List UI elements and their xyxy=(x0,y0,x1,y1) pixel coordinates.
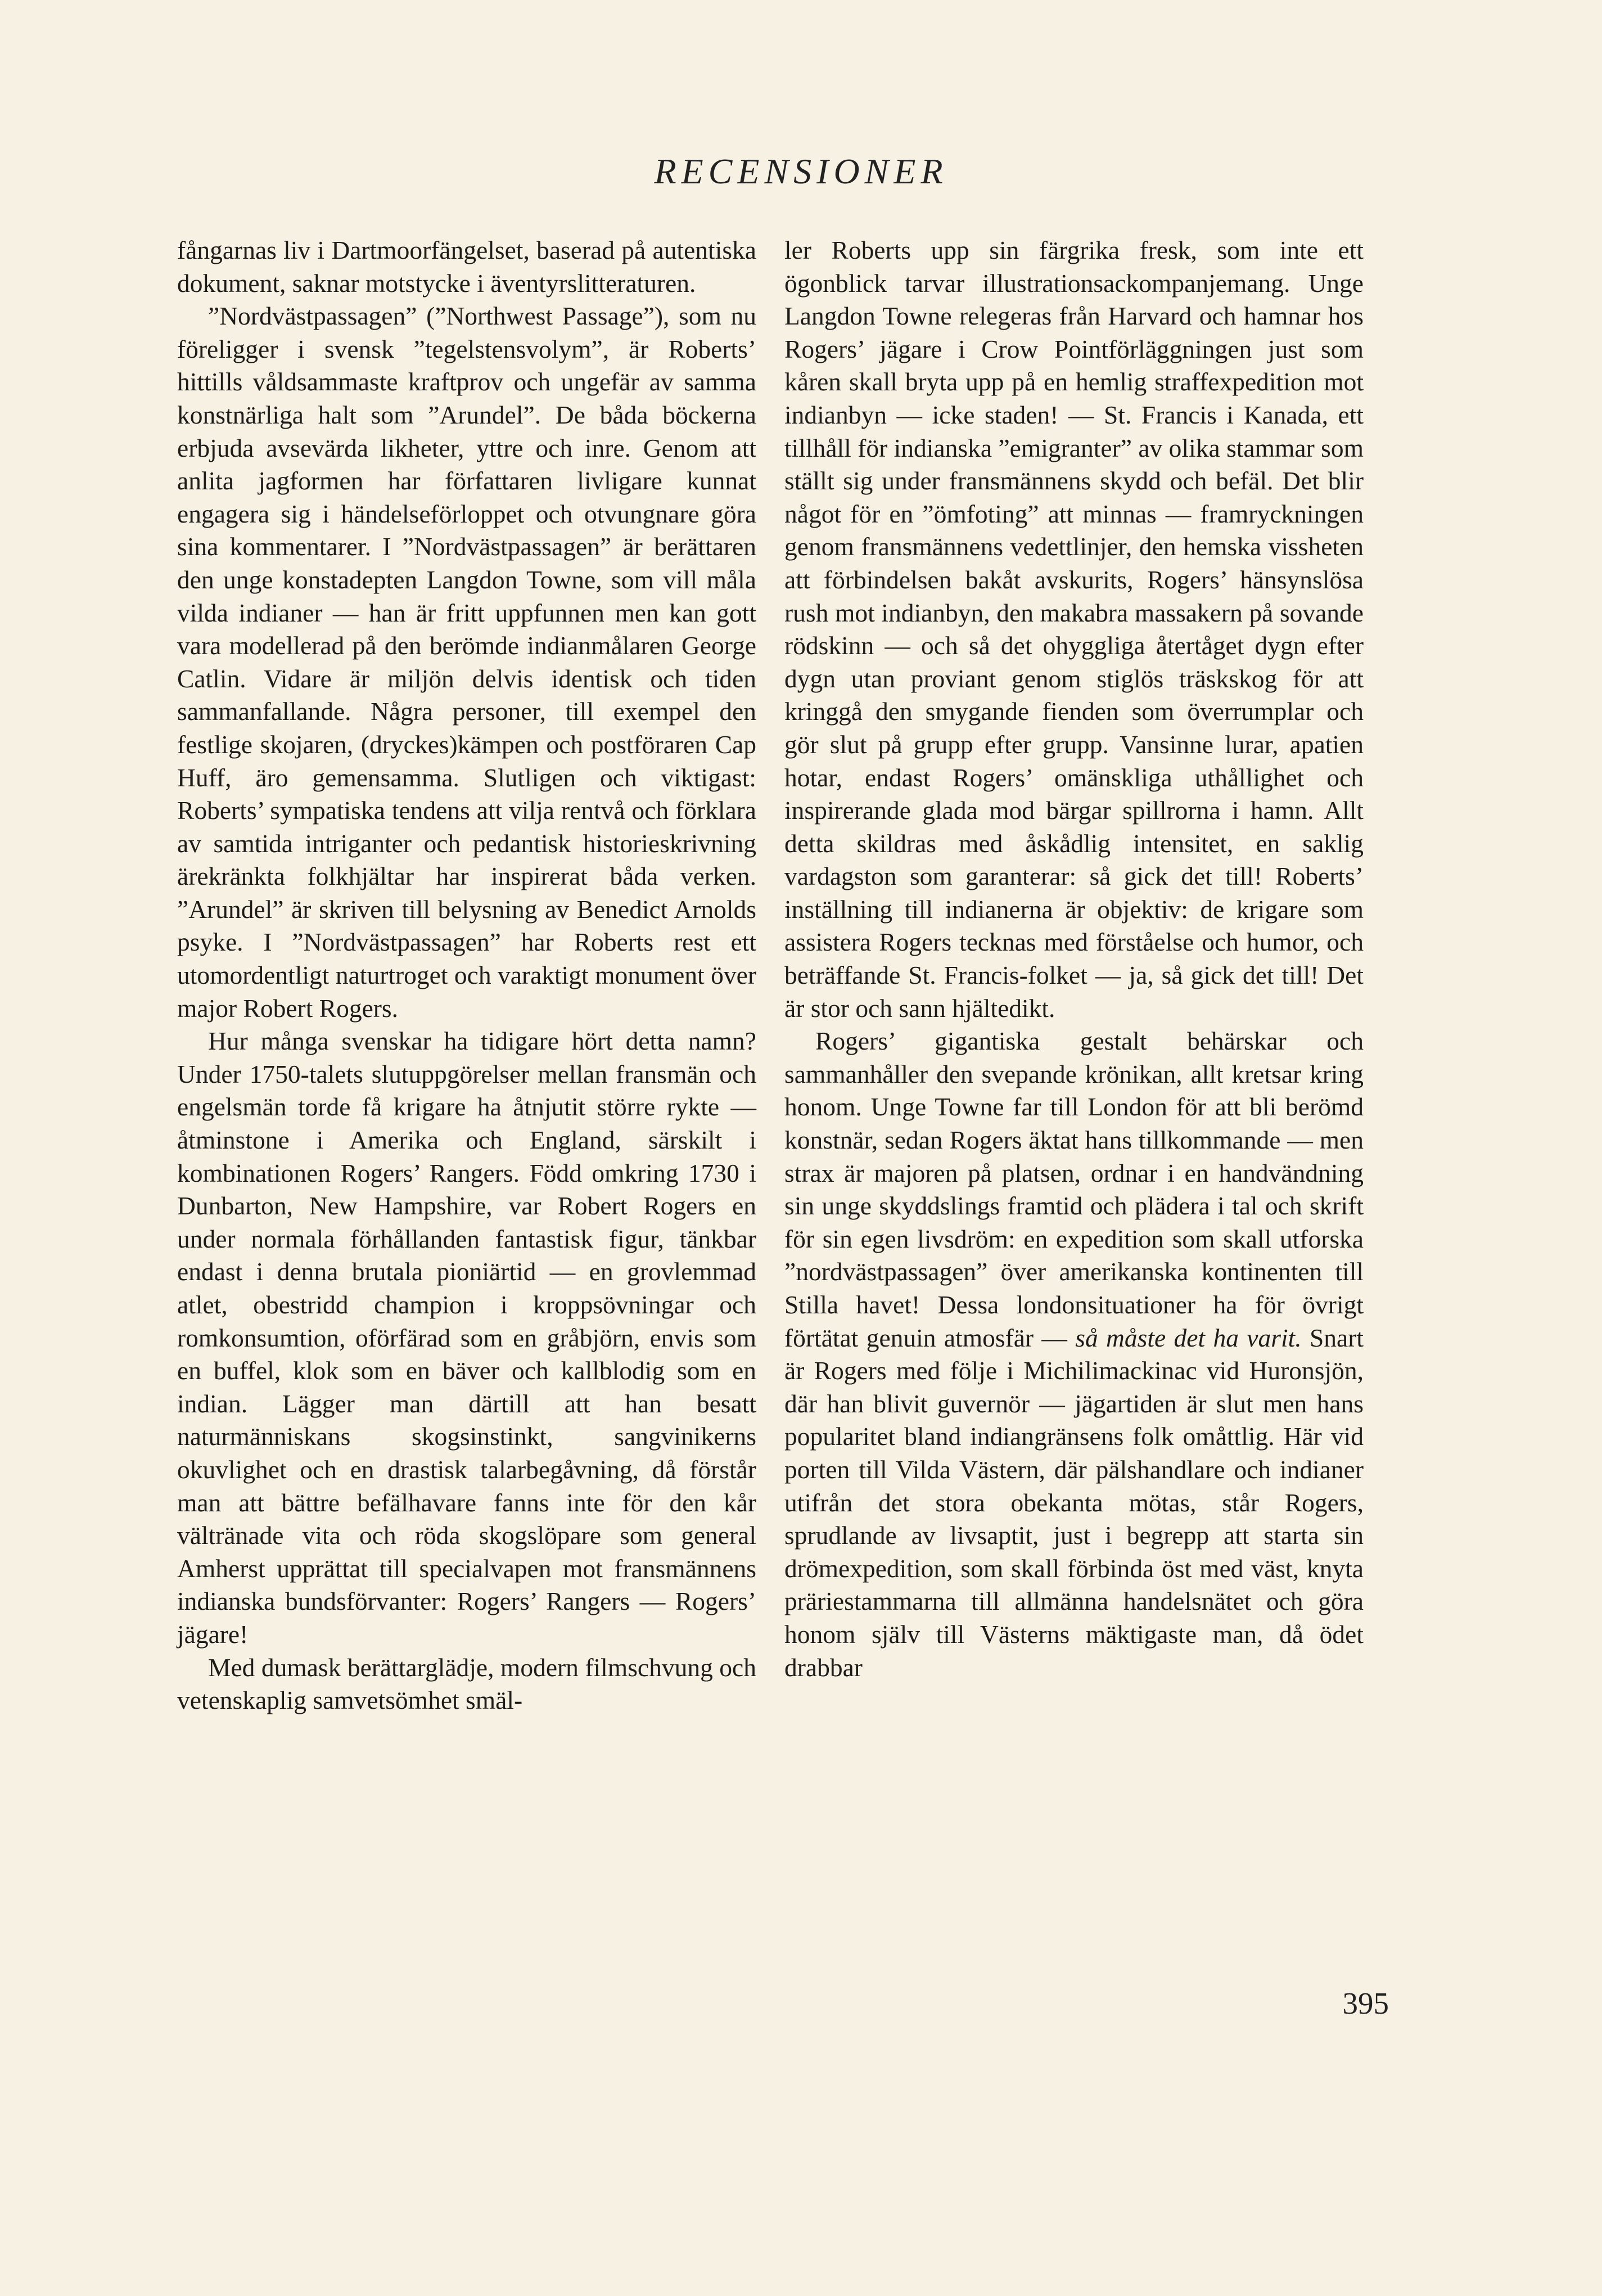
left-paragraph-2: ”Nordvästpassagen” (”Northwest Passage”), som nu föreligger i svensk ”tegelstensvolym”, är Roberts’ hittills våldsammaste kraftprov och ungefär av samma konstnärliga halt som ”Arundel”. De båda böckerna erbjuda avsevärda likheter, yttre och inre. Genom att anlita jagformen har författaren livligare kunnat engagera sig i händelseförloppet och otvungnare göra sina kommentarer. I ”Nordvästpassagen” är berättaren den unge konstadepten Langdon Towne, som vill måla vilda indianer — han är fritt uppfunnen men kan gott vara modellerad på den berömde indianmålaren George Catlin. Vidare är miljön delvis identisk och tiden sammanfallande. Några personer, till exempel den festlige skojaren, (dryckes)kämpen och postföraren Cap Huff, äro gemensamma. Slutligen och viktigast: Roberts’ sympatiska tendens att vilja rentvå och förklara av samtida intriganter och pedantisk historieskrivning ärekränkta folkhjältar har inspirerat båda verken. ”Arundel” är skriven till belysning av Benedict Arnolds psyke. I ”Nordvästpassagen” har Roberts rest ett utomordentligt naturtroget och varaktigt monument över major Robert Rogers. xyxy=(177,301,756,1023)
left-column xyxy=(177,234,756,1717)
right-paragraph-1: ler Roberts upp sin färgrika fresk, som inte ett ögonblick tarvar illustrationsackompanjemang. Unge Langdon Towne relegeras från Harvard och hamnar hos Rogers’ jägare i Crow Pointförläggningen just som kåren skall bryta upp på en hemlig straffexpedition mot indianbyn — icke staden! — St. Francis i Kanada, ett tillhåll för indianska ”emigranter” av olika stammar som ställt sig under fransmännens skydd och befäl. Det blir något för en ”ömfoting” att minnas — framryckningen genom fransmännens vedettlinjer, den hemska vissheten att förbindelsen bakåt avskurits, Rogers’ hänsynslösa rush mot indianbyn, den makabra massakern på sovande rödskinn — och så det ohyggliga återtåget dygn efter dygn utan proviant genom stiglös träskskog för att kringgå den smygande fienden som överrumplar och gör slut på grupp efter grupp. Vansinne lurar, apatien hotar, endast Rogers’ omänskliga uthållighet och inspirerande glada mod bärgar spillrorna i hamn. Allt detta skildras med åskådlig intensitet, en saklig vardagston som garanterar: så gick det till! Roberts’ inställning till indianerna är objektiv: de krigare som assistera Rogers tecknas med förståelse och humor, och beträffande St. Francis-folket — ja, så gick det till! Det är stor och sann hjältedikt. xyxy=(784,236,1364,1023)
running-header: RECENSIONER xyxy=(654,151,948,191)
page-number: 395 xyxy=(1342,1986,1389,2020)
right-column xyxy=(784,234,1364,1684)
left-paragraph-4: Med dumask berättarglädje, modern filmschvung och vetenskaplig samvetsömhet smäl- xyxy=(177,1653,756,1715)
right-paragraph-2-part-b: Snart är Rogers med följe i Michilimackinac vid Huronsjön, där han blivit guvernör — jägartiden är slut men hans popularitet bland indiangränsens folk omåttlig. Här vid porten till Vilda Västern, där pälshandlare och indianer utifrån det stora obekanta mötas, står Rogers, sprudlande av livsaptit, just i begrepp att starta sin drömexpedition, som skall förbinda öst med väst, knyta präriestammarna till allmänna handelsnätet och göra honom själv till Västerns mäktigaste man, då ödet drabbar xyxy=(784,1323,1364,1682)
right-paragraph-2 xyxy=(784,1025,1364,1684)
left-paragraph-3: Hur många svenskar ha tidigare hört detta namn? Under 1750-talets slutuppgörelser mellan fransmän och engelsmän torde få krigare ha åtnjutit större rykte — åtminstone i Amerika och England, särskilt i kombinationen Rogers’ Rangers. Född omkring 1730 i Dunbarton, New Hampshire, var Robert Rogers en under normala förhållanden fantastisk figur, tänkbar endast i denna brutala pioniärtid — en grovlemmad atlet, obestridd champion i kroppsövningar och romkonsumtion, oförfärad som en gråbjörn, envis som en buffel, klok som en bäver och kallblodig som en indian. Lägger man därtill att han besatt naturmänniskans skogsinstinkt, sangvinikerns okuvlighet och en drastisk talarbegåvning, då förstår man att bättre befälhavare fanns inte för den kår vältränade vita och röda skogslöpare som general Amherst upprättat till specialvapen mot fransmännens indianska bundsförvanter: Rogers’ Rangers — Rogers’ jägare! xyxy=(177,1027,756,1649)
left-paragraph-1: fångarnas liv i Dartmoorfängelset, baserad på autentiska dokument, saknar motstycke i äventyrslitteraturen. xyxy=(177,236,756,298)
right-paragraph-2-part-a: Rogers’ gigantiska gestalt behärskar och sammanhåller den svepande krönikan, allt kretsar kring honom. Unge Towne far till London för att bli berömd konstnär, sedan Rogers äktat hans tillkommande — men strax är majoren på platsen, ordnar i en handvändning sin unge skyddslings framtid och plädera i tal och skrift för sin egen livsdröm: en expedition som skall utforska ”nordvästpassagen” över amerikanska kontinenten till Stilla havet! Dessa londonsituationer ha för övrigt förtätat genuin atmosfär — xyxy=(784,1027,1364,1352)
right-paragraph-2-italic: så måste det ha varit. xyxy=(1075,1323,1302,1352)
